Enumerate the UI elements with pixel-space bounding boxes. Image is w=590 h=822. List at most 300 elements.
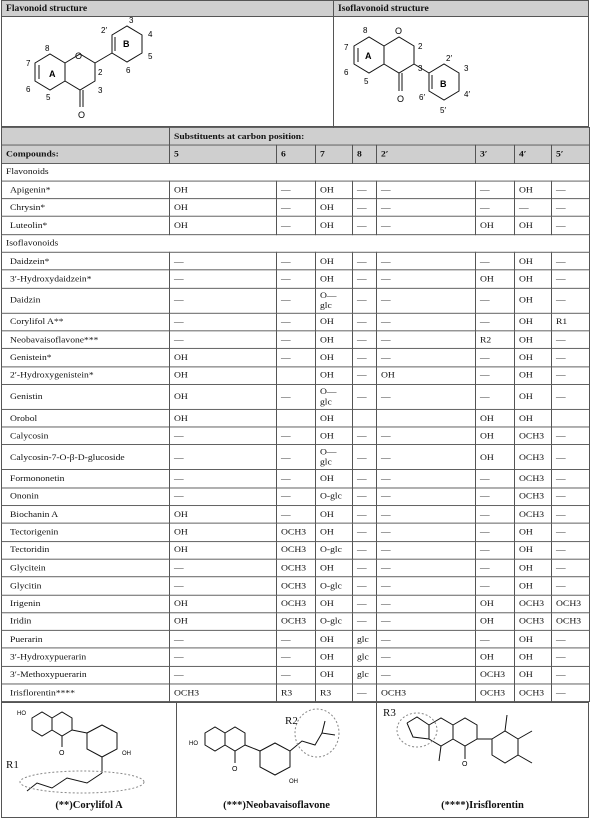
- table-row: [2, 427, 590, 445]
- substituent-cell: —: [377, 630, 476, 648]
- substituent-cell: —: [552, 217, 590, 235]
- substituent-cell: —: [552, 523, 590, 541]
- substituent-cell: —: [170, 577, 277, 595]
- compound-name: Chrysin*: [2, 199, 170, 217]
- substituent-cell: OH: [515, 331, 552, 349]
- substituent-cell: —: [552, 199, 590, 217]
- iso-atom-7: 7: [344, 43, 349, 52]
- substituent-cell: OCH3: [277, 559, 316, 577]
- substituent-cell: —: [353, 181, 377, 199]
- substituent-cell: —: [552, 445, 590, 470]
- example-structures-panel: [1, 702, 589, 818]
- compound-name: Glycitin: [2, 577, 170, 595]
- substituent-cell: OH: [476, 613, 515, 631]
- substituent-cell: O—glc: [316, 445, 353, 470]
- irisflorentin-o-label: O: [462, 761, 468, 768]
- table-row: [2, 470, 590, 488]
- substituent-cell: OH: [476, 270, 515, 288]
- substituent-cell: —: [277, 666, 316, 684]
- substituent-cell: —: [170, 313, 277, 331]
- substituent-cell: OH: [515, 384, 552, 409]
- atom-5p: 5: [148, 52, 153, 61]
- corylifol-ho-label: HO: [17, 711, 26, 717]
- iso-atom-6: 6: [344, 68, 349, 77]
- substituent-cell: —: [515, 199, 552, 217]
- compound-name: 3′-Hydroxydaidzein*: [2, 270, 170, 288]
- substituent-cell: —: [353, 427, 377, 445]
- table-row: [2, 288, 590, 313]
- substituent-cell: —: [353, 523, 377, 541]
- corylifol-a-structure: [2, 703, 177, 817]
- substituent-cell: —: [552, 384, 590, 409]
- substituents-table: [1, 127, 590, 702]
- substituent-cell: O—glc: [316, 288, 353, 313]
- substituent-cell: —: [353, 488, 377, 506]
- compound-name: Glycitein: [2, 559, 170, 577]
- table-row: [2, 199, 590, 217]
- atom-2: 2: [98, 68, 103, 77]
- table-row: [2, 506, 590, 524]
- compound-name: Ononin: [2, 488, 170, 506]
- substituent-cell: glc: [353, 666, 377, 684]
- substituent-cell: —: [476, 577, 515, 595]
- flavonoid-structure-panel: [2, 1, 334, 128]
- substituent-cell: —: [353, 613, 377, 631]
- substituent-cell: —: [476, 366, 515, 384]
- iso-atom-6p: 6′: [419, 93, 425, 102]
- corylifol-caption: (**)Corylifol A: [55, 800, 123, 811]
- substituent-cell: —: [277, 252, 316, 270]
- substituent-cell: —: [277, 648, 316, 666]
- table-row: [2, 445, 590, 470]
- compound-name: 2′-Hydroxygenistein*: [2, 366, 170, 384]
- table-row: [2, 595, 590, 613]
- substituent-cell: OCH3: [377, 684, 476, 702]
- substituent-cell: OH: [515, 349, 552, 367]
- substituent-cell: —: [377, 577, 476, 595]
- substituent-cell: —: [353, 559, 377, 577]
- substituent-cell: —: [476, 313, 515, 331]
- substituent-cell: —: [353, 506, 377, 524]
- substituent-cell: —: [277, 270, 316, 288]
- substituent-cell: OH: [316, 648, 353, 666]
- substituent-cell: OH: [476, 217, 515, 235]
- substituent-cell: OH: [316, 630, 353, 648]
- substituent-cell: OH: [377, 366, 476, 384]
- substituent-cell: —: [277, 630, 316, 648]
- substituent-cell: OCH3: [170, 684, 277, 702]
- substituent-cell: —: [377, 523, 476, 541]
- substituent-cell: —: [476, 384, 515, 409]
- substituent-cell: O-glc: [316, 541, 353, 559]
- substituent-cell: —: [353, 270, 377, 288]
- ring-b-label: B: [123, 39, 130, 49]
- iso-atom-4p: 4′: [464, 90, 470, 99]
- carbonyl-oxygen-label: O: [78, 110, 86, 120]
- substituent-cell: OCH3: [277, 613, 316, 631]
- substituent-cell: OH: [515, 577, 552, 595]
- substituent-cell: —: [277, 199, 316, 217]
- substituent-cell: OH: [515, 409, 552, 427]
- compound-name: Neobavaisoflavone***: [2, 331, 170, 349]
- substituent-cell: —: [353, 577, 377, 595]
- substituent-cell: —: [552, 648, 590, 666]
- substituent-cell: —: [377, 445, 476, 470]
- substituent-cell: OH: [170, 541, 277, 559]
- table-row: [2, 684, 590, 702]
- substituent-cell: OH: [316, 506, 353, 524]
- atom-3p: 3: [129, 16, 134, 25]
- iso-atom-2p: 2′: [446, 54, 452, 63]
- group-row: [2, 163, 590, 181]
- compound-name: Irigenin: [2, 595, 170, 613]
- group-label: Flavonoids: [2, 163, 590, 181]
- substituent-cell: OH: [316, 470, 353, 488]
- compound-name: 3′-Methoxypuerarin: [2, 666, 170, 684]
- table-row: [2, 666, 590, 684]
- substituent-cell: —: [377, 217, 476, 235]
- substituent-cell: OH: [170, 199, 277, 217]
- table-row: [2, 559, 590, 577]
- substituent-cell: [377, 409, 476, 427]
- compound-name: Luteolin*: [2, 217, 170, 235]
- compound-name: Puerarin: [2, 630, 170, 648]
- substituent-cell: OH: [316, 252, 353, 270]
- r3-label: R3: [383, 707, 396, 719]
- neobava-ho-label: HO: [189, 741, 198, 747]
- substituent-cell: —: [377, 666, 476, 684]
- substituent-cell: —: [377, 349, 476, 367]
- iso-atom-8: 8: [363, 26, 368, 35]
- substituent-cell: OH: [316, 559, 353, 577]
- iso-ring-b-label: B: [440, 79, 447, 89]
- compound-name: Formononetin: [2, 470, 170, 488]
- compound-name: Calycosin-7-O-β-D-glucoside: [2, 445, 170, 470]
- compound-name: Corylifol A**: [2, 313, 170, 331]
- substituent-cell: —: [377, 506, 476, 524]
- substituent-cell: OH: [316, 595, 353, 613]
- substituent-cell: —: [170, 445, 277, 470]
- table-row: [2, 252, 590, 270]
- substituent-cell: —: [552, 541, 590, 559]
- atom-4p: 4: [148, 30, 153, 39]
- neobava-oh-label: OH: [289, 779, 298, 785]
- substituent-cell: —: [476, 488, 515, 506]
- substituent-cell: —: [377, 488, 476, 506]
- table-row: [2, 541, 590, 559]
- table-row: [2, 270, 590, 288]
- atom-6p: 6: [126, 66, 131, 75]
- substituent-cell: OCH3: [515, 684, 552, 702]
- table-row: [2, 630, 590, 648]
- substituent-cell: OH: [515, 288, 552, 313]
- compound-name: Irisflorentin****: [2, 684, 170, 702]
- substituent-cell: OCH3: [515, 506, 552, 524]
- substituent-cell: —: [277, 427, 316, 445]
- substituent-cell: —: [377, 648, 476, 666]
- substituent-cell: —: [476, 252, 515, 270]
- isoflavonoid-structure-diagram: [334, 1, 588, 128]
- position-header-3: 7: [316, 145, 353, 163]
- table-row: [2, 523, 590, 541]
- iso-atom-2: 2: [418, 42, 423, 51]
- substituent-cell: —: [377, 470, 476, 488]
- substituent-cell: —: [170, 488, 277, 506]
- substituent-cell: OH: [515, 630, 552, 648]
- r2-label: R2: [285, 715, 298, 727]
- substituent-cell: O-glc: [316, 488, 353, 506]
- compound-name: 3′-Hydroxypuerarin: [2, 648, 170, 666]
- substituent-cell: OCH3: [515, 445, 552, 470]
- substituent-cell: —: [552, 349, 590, 367]
- substituent-cell: —: [552, 252, 590, 270]
- substituent-cell: OCH3: [476, 684, 515, 702]
- atom-5: 5: [46, 93, 51, 102]
- table-row: [2, 409, 590, 427]
- substituent-cell: —: [476, 559, 515, 577]
- substituent-cell: OH: [476, 409, 515, 427]
- substituent-cell: —: [277, 313, 316, 331]
- substituent-cell: —: [353, 470, 377, 488]
- substituent-cell: —: [277, 506, 316, 524]
- substituent-cell: —: [377, 252, 476, 270]
- compound-name: Apigenin*: [2, 181, 170, 199]
- substituent-cell: R3: [277, 684, 316, 702]
- atom-3: 3: [98, 86, 103, 95]
- substituent-cell: —: [277, 349, 316, 367]
- substituent-cell: —: [277, 445, 316, 470]
- flavonoid-structure-diagram: [2, 1, 334, 128]
- corylifol-oh-label: OH: [122, 751, 131, 757]
- substituent-cell: [277, 366, 316, 384]
- substituent-cell: —: [277, 470, 316, 488]
- substituent-cell: —: [552, 488, 590, 506]
- substituent-cell: —: [353, 199, 377, 217]
- substituent-cell: —: [277, 488, 316, 506]
- substituent-cell: —: [476, 470, 515, 488]
- substituent-cell: —: [476, 506, 515, 524]
- substituent-cell: OH: [476, 445, 515, 470]
- substituent-cell: R1: [552, 313, 590, 331]
- substituent-cell: OH: [316, 181, 353, 199]
- flavonoid-title: Flavonoid structure: [6, 3, 88, 14]
- substituent-cell: —: [552, 666, 590, 684]
- substituent-cell: —: [353, 595, 377, 613]
- substituent-cell: OH: [476, 648, 515, 666]
- table-body: [2, 127, 590, 701]
- substituent-cell: OH: [316, 427, 353, 445]
- iso-atom-3: 3: [418, 64, 423, 73]
- substituent-cell: OH: [316, 366, 353, 384]
- substituent-cell: —: [277, 331, 316, 349]
- substituent-cell: —: [476, 349, 515, 367]
- substituent-cell: OCH3: [277, 577, 316, 595]
- substituent-cell: OH: [515, 270, 552, 288]
- substituent-cell: OH: [515, 648, 552, 666]
- substituent-cell: —: [353, 445, 377, 470]
- group-row: [2, 234, 590, 252]
- substituent-cell: R3: [316, 684, 353, 702]
- ring-oxygen-label: O: [75, 51, 83, 61]
- neobava-caption: (***)Neobavaisoflavone: [223, 800, 330, 811]
- compound-name: Genistin: [2, 384, 170, 409]
- substituent-cell: —: [476, 630, 515, 648]
- compound-name: Genistein*: [2, 349, 170, 367]
- substituent-cell: OH: [515, 366, 552, 384]
- group-label: Isoflavonoids: [2, 234, 590, 252]
- iso-ring-oxygen-label: O: [395, 26, 403, 36]
- substituent-cell: —: [353, 288, 377, 313]
- substituent-cell: —: [552, 427, 590, 445]
- substituent-cell: OH: [476, 427, 515, 445]
- substituent-cell: —: [552, 366, 590, 384]
- table-row: [2, 349, 590, 367]
- substituent-cell: —: [476, 288, 515, 313]
- substituent-cell: OCH3: [552, 595, 590, 613]
- iso-carbonyl-oxygen-label: O: [397, 94, 405, 104]
- substituent-cell: OH: [515, 313, 552, 331]
- substituent-cell: —: [377, 613, 476, 631]
- position-header-1: 5: [170, 145, 277, 163]
- r1-label: R1: [6, 759, 19, 771]
- neobava-o-label: O: [232, 766, 238, 773]
- compound-name: Calycosin: [2, 427, 170, 445]
- irisflorentin-structure: [377, 703, 588, 817]
- substituent-cell: OCH3: [277, 595, 316, 613]
- substituent-cell: —: [377, 199, 476, 217]
- substituent-cell: OH: [515, 559, 552, 577]
- substituent-cell: OH: [170, 409, 277, 427]
- substituent-cell: OH: [515, 252, 552, 270]
- substituent-cell: OCH3: [515, 427, 552, 445]
- substituent-cell: OCH3: [515, 488, 552, 506]
- substituent-cell: —: [552, 331, 590, 349]
- substituent-cell: OH: [316, 199, 353, 217]
- table-row: [2, 488, 590, 506]
- position-header-6: 3′: [476, 145, 515, 163]
- substituent-cell: —: [552, 506, 590, 524]
- table-row: [2, 648, 590, 666]
- atom-6: 6: [26, 85, 31, 94]
- substituent-cell: OH: [316, 331, 353, 349]
- substituent-cell: OH: [316, 409, 353, 427]
- position-header-4: 8: [353, 145, 377, 163]
- substituent-cell: OCH3: [277, 541, 316, 559]
- substituent-cell: —: [170, 252, 277, 270]
- substituent-cell: —: [170, 630, 277, 648]
- position-header-7: 4′: [515, 145, 552, 163]
- substituent-cell: —: [552, 181, 590, 199]
- substituent-cell: OH: [170, 384, 277, 409]
- substituent-cell: OH: [170, 366, 277, 384]
- substituent-cell: —: [377, 331, 476, 349]
- substituent-cell: —: [353, 349, 377, 367]
- substituent-cell: —: [552, 288, 590, 313]
- substituent-cell: OH: [316, 217, 353, 235]
- substituent-cell: [353, 409, 377, 427]
- substituent-cell: glc: [353, 630, 377, 648]
- substituent-cell: OCH3: [476, 666, 515, 684]
- substituent-cell: glc: [353, 648, 377, 666]
- header-row-2: [2, 145, 590, 163]
- substituent-cell: —: [170, 427, 277, 445]
- substituent-cell: —: [353, 684, 377, 702]
- table-row: [2, 384, 590, 409]
- iso-atom-5p: 5′: [440, 106, 446, 115]
- substituent-cell: —: [353, 313, 377, 331]
- iso-atom-5: 5: [364, 77, 369, 86]
- substituent-cell: —: [377, 595, 476, 613]
- substituent-cell: —: [377, 384, 476, 409]
- substituent-cell: O—glc: [316, 384, 353, 409]
- substituent-cell: OH: [170, 349, 277, 367]
- substituent-cell: —: [377, 288, 476, 313]
- iso-atom-3p: 3: [464, 64, 469, 73]
- substituent-cell: OH: [515, 181, 552, 199]
- substituent-cell: OH: [170, 523, 277, 541]
- table-row: [2, 217, 590, 235]
- substituent-cell: —: [552, 270, 590, 288]
- substituent-cell: —: [353, 217, 377, 235]
- substituent-cell: —: [170, 648, 277, 666]
- compound-name: Iridin: [2, 613, 170, 631]
- substituent-cell: —: [377, 541, 476, 559]
- compound-name: Daidzein*: [2, 252, 170, 270]
- atom-2p: 2′: [101, 26, 107, 35]
- substituent-cell: —: [353, 384, 377, 409]
- corylifol-o-label: O: [59, 750, 65, 757]
- substituent-cell: —: [353, 541, 377, 559]
- table-row: [2, 331, 590, 349]
- substituent-cell: OCH3: [515, 595, 552, 613]
- ring-a-label: A: [49, 69, 56, 79]
- compound-name: Tectoridin: [2, 541, 170, 559]
- substituent-cell: —: [353, 331, 377, 349]
- substituent-cell: —: [170, 288, 277, 313]
- substituent-cell: —: [552, 470, 590, 488]
- substituent-cell: O-glc: [316, 613, 353, 631]
- substituent-cell: OCH3: [515, 613, 552, 631]
- compound-name: Daidzin: [2, 288, 170, 313]
- table-row: [2, 577, 590, 595]
- substituent-cell: —: [476, 181, 515, 199]
- isoflavonoid-title: Isoflavonoid structure: [338, 3, 429, 14]
- substituent-cell: OH: [170, 181, 277, 199]
- substituent-cell: OH: [316, 523, 353, 541]
- substituent-cell: —: [277, 384, 316, 409]
- substituent-cell: —: [277, 181, 316, 199]
- substituent-cell: —: [170, 559, 277, 577]
- substituent-cell: —: [377, 270, 476, 288]
- compound-name: Tectorigenin: [2, 523, 170, 541]
- substituent-cell: —: [552, 577, 590, 595]
- substituent-cell: OH: [170, 506, 277, 524]
- substituent-cell: OCH3: [277, 523, 316, 541]
- substituent-cell: —: [476, 523, 515, 541]
- substituent-cell: OCH3: [515, 470, 552, 488]
- substituent-cell: OH: [170, 217, 277, 235]
- substituent-cell: —: [170, 270, 277, 288]
- substituent-cell: —: [476, 541, 515, 559]
- substituent-cell: OH: [515, 541, 552, 559]
- substituent-cell: —: [552, 559, 590, 577]
- iso-ring-a-label: A: [365, 51, 372, 61]
- substituent-cell: —: [377, 427, 476, 445]
- substituent-cell: OH: [170, 595, 277, 613]
- substituent-cell: [552, 409, 590, 427]
- substituent-cell: OH: [476, 595, 515, 613]
- substituents-header: Substituents at carbon position:: [170, 127, 590, 145]
